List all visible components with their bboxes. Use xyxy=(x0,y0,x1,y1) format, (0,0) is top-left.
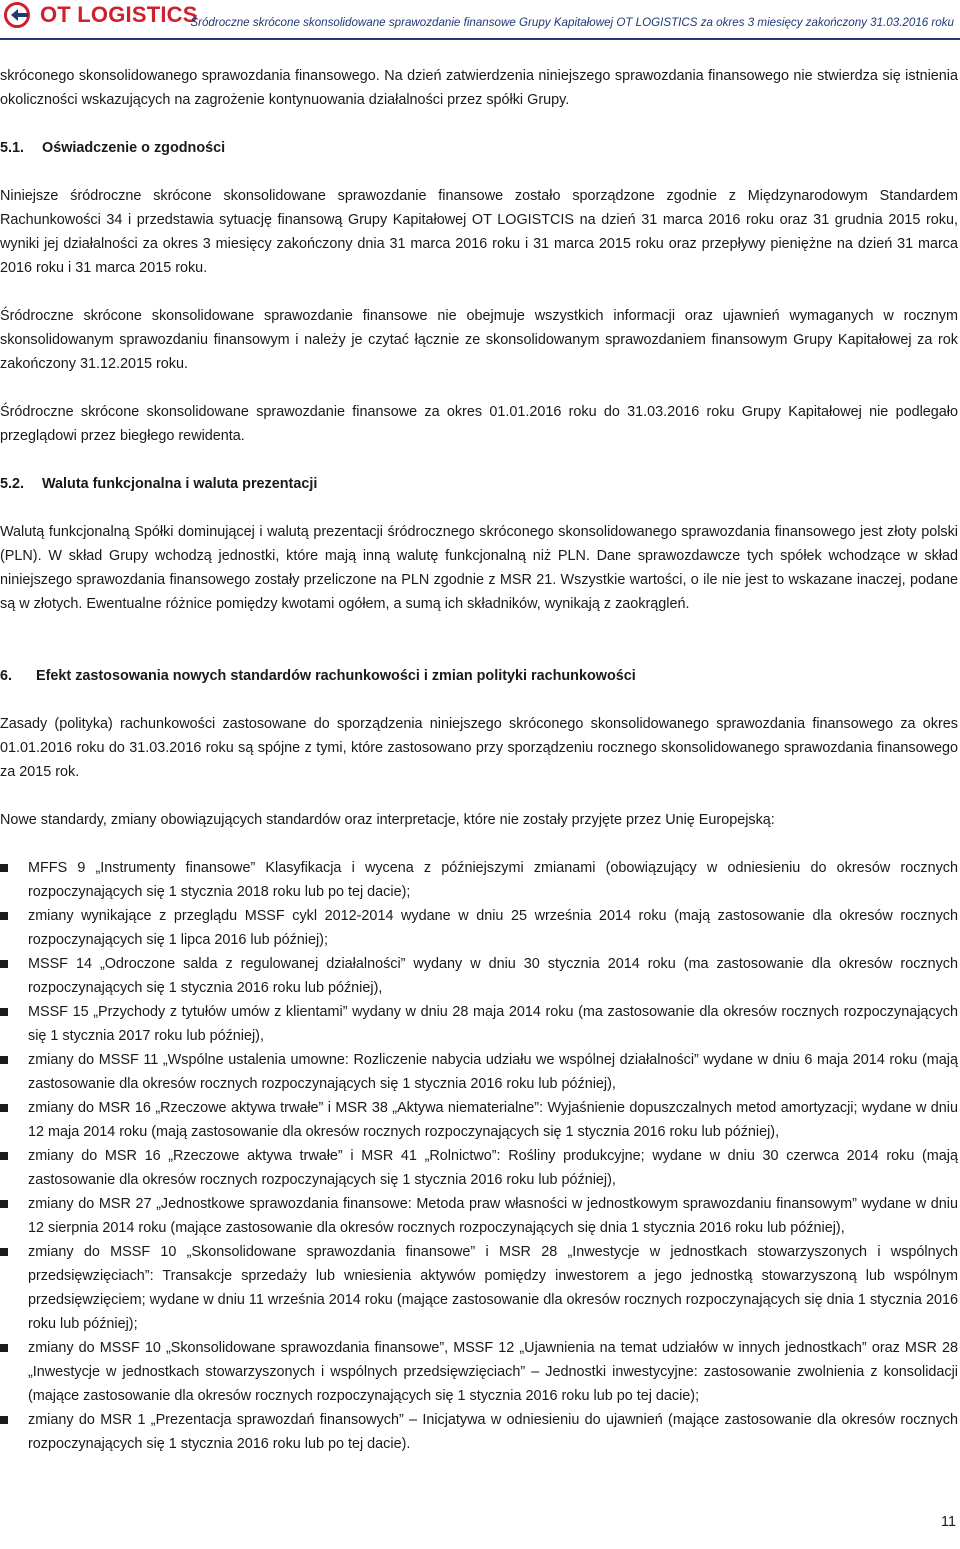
list-item-text: zmiany do MSSF 11 „Wspólne ustalenia umowne: Rozliczenie nabycia udziału we wspólnej działalności” wydane w dniu 6 maja 2014 roku (mają zastosowanie dla okresów rocznych rozpoczynających się 1 stycznia 2016 roku lub później), xyxy=(28,1052,958,1092)
bullet-square-icon xyxy=(0,1104,8,1112)
header-divider xyxy=(0,38,960,40)
bullet-square-icon xyxy=(0,1248,8,1256)
bullet-square-icon xyxy=(0,1344,8,1352)
list-item xyxy=(0,904,958,952)
company-logo xyxy=(4,2,198,28)
list-item-text: zmiany do MSR 27 „Jednostkowe sprawozdania finansowe: Metoda praw własności w jednostkowym sprawozdaniu finansowym” wydane w dniu 12 sierpnia 2014 roku (mające zastosowanie dla okresów rocznych rozpoczynających się dnia 1 stycznia 2016 roku lub później), xyxy=(28,1196,958,1236)
list-item xyxy=(0,952,958,1000)
bullet-square-icon xyxy=(0,1056,8,1064)
list-item-text: zmiany wynikające z przeglądu MSSF cykl 2012-2014 wydane w dniu 25 września 2014 roku (mają zastosowanie dla okresów rocznych rozpoczynających się 1 lipca 2016 lub później); xyxy=(28,908,958,948)
section-number: 5.2. xyxy=(0,476,25,492)
section-number: 5.1. xyxy=(0,140,25,156)
bullet-square-icon xyxy=(0,1200,8,1208)
list-item-text: zmiany do MSR 16 „Rzeczowe aktywa trwałe” i MSR 38 „Aktywa niematerialne”: Wyjaśnienie dopuszczalnych metod amortyzacji; wydane w dniu 12 maja 2014 roku (mają zastosowanie dla okresów rocznych rozpoczynających się 1 stycznia 2016 roku lub później), xyxy=(28,1100,958,1140)
bullet-square-icon xyxy=(0,864,8,872)
bullet-square-icon xyxy=(0,912,8,920)
section-heading-5-2 xyxy=(0,472,958,496)
list-item xyxy=(0,1048,958,1096)
document-title: Śródroczne skrócone skonsolidowane sprawozdanie finansowe Grupy Kapitałowej OT LOGISTICS za okres 3 miesięcy zakończony 31.03.2016 roku xyxy=(190,16,954,29)
intro-paragraph: skróconego skonsolidowanego sprawozdania finansowego. Na dzień zatwierdzenia niniejszego sprawozdania finansowego nie stwierdza się istnienia okoliczności wskazujących na zagrożenie kontynuowania działalności przez spółki Grupy. xyxy=(0,68,958,108)
list-item-text: zmiany do MSSF 10 „Skonsolidowane sprawozdania finansowe” i MSR 28 „Inwestycje w jednostkach stowarzyszonych i wspólnych przedsięwzięciach”: Transakcje sprzedaży lub wniesienia aktywów pomiędzy inwestorem a jego jednostką stowarzyszoną lub wspólnym przedsięwzięciem; wydane w dniu 11 września 2014 roku (mające zastosowanie dla okresów rocznych rozpoczynających się dnia 1 stycznia 2016 roku lub później); xyxy=(28,1244,958,1332)
list-item-text: MFFS 9 „Instrumenty finansowe” Klasyfikacja i wycena z późniejszymi zmianami (obowiązujący w odniesieniu do okresów rocznych rozpoczynających się 1 stycznia 2018 roku lub po tej dacie); xyxy=(28,860,958,900)
list-item xyxy=(0,1192,958,1240)
section-heading-5-1 xyxy=(0,136,958,160)
paragraph: Niniejsze śródroczne skrócone skonsolidowane sprawozdanie finansowe zostało sporządzone zgodnie z Międzynarodowym Standardem Rachunkowości 34 i przedstawia sytuację finansową Grupy Kapitałowej OT LOGISTCIS na dzień 31 marca 2016 roku oraz 31 grudnia 2015 roku, wyniki jej działalności za okres 3 miesięcy zakończony dnia 31 marca 2016 roku i 31 marca 2015 roku oraz przepływy pieniężne na dzień 31 marca 2016 roku i 31 marca 2015 roku. xyxy=(0,188,958,276)
paragraph: Śródroczne skrócone skonsolidowane sprawozdanie finansowe nie obejmuje wszystkich informacji oraz ujawnień wymaganych w rocznym skonsolidowanym sprawozdaniu finansowym i należy je czytać łącznie ze skonsolidowanym sprawozdaniem finansowym Grupy Kapitałowej za rok zakończony 31.12.2015 roku. xyxy=(0,308,958,372)
paragraph: Walutą funkcjonalną Spółki dominującej i walutą prezentacji śródrocznego skróconego skonsolidowanego sprawozdania finansowego jest złoty polski (PLN). W skład Grupy wchodzą jednostki, które mają inną walutę funkcjonalną niż PLN. Dane sprawozdawcze tych spółek wchodzące w skład niniejszego sprawozdania finansowego zostały przeliczone na PLN zgodnie z MSR 21. Wszystkie wartości, o ile nie jest to wskazane inaczej, podane są w złotych. Ewentualne różnice pomiędzy kwotami ogółem, a sumą ich składników, wynikają z zaokrągleń. xyxy=(0,524,958,612)
list-item-text: MSSF 14 „Odroczone salda z regulowanej działalności” wydany w dniu 30 stycznia 2014 roku (ma zastosowanie dla okresów rocznych rozpoczynających się 1 stycznia 2016 roku lub później), xyxy=(28,956,958,996)
paragraph: Zasady (polityka) rachunkowości zastosowane do sporządzenia niniejszego skróconego skonsolidowanego sprawozdania finansowego za okres 01.01.2016 roku do 31.03.2016 roku są spójne z tymi, które zastosowano przy sporządzeniu rocznego skonsolidowanego sprawozdania finansowego za 2015 rok. xyxy=(0,716,958,780)
section-title: Efekt zastosowania nowych standardów rachunkowości i zmian polityki rachunkowości xyxy=(36,668,636,684)
page-number: 11 xyxy=(941,1514,956,1530)
list-item xyxy=(0,1000,958,1048)
bullet-square-icon xyxy=(0,960,8,968)
bullet-square-icon xyxy=(0,1152,8,1160)
page-header xyxy=(0,0,960,50)
paragraph: Nowe standardy, zmiany obowiązujących standardów oraz interpretacje, które nie zostały przyjęte przez Unię Europejską: xyxy=(0,812,775,828)
list-item xyxy=(0,1144,958,1192)
logo-mark-icon xyxy=(4,2,34,28)
list-item xyxy=(0,856,958,904)
bullet-square-icon xyxy=(0,1416,8,1424)
list-item-text: zmiany do MSR 16 „Rzeczowe aktywa trwałe” i MSR 41 „Rolnictwo”: Rośliny produkcyjne; wydane w dniu 30 czerwca 2014 roku (mają zastosowanie dla okresów rocznych rozpoczynających się 1 stycznia 2016 roku lub później), xyxy=(28,1148,958,1188)
list-item-text: zmiany do MSSF 10 „Skonsolidowane sprawozdania finansowe”, MSSF 12 „Ujawnienia na temat udziałów w innych jednostkach” oraz MSR 28 „Inwestycje w jednostkach stowarzyszonych i wspólnych przedsięwzięciach” – Jednostki inwestycyjne: zastosowanie zwolnienia z konsolidacji (mające zastosowanie dla okresów rocznych rozpoczynających się 1 stycznia 2016 roku lub po tej dacie); xyxy=(28,1340,958,1404)
standards-list xyxy=(0,856,958,1456)
list-item xyxy=(0,1240,958,1336)
section-title: Oświadczenie o zgodności xyxy=(42,140,226,156)
section-heading-6 xyxy=(0,664,958,688)
paragraph: Śródroczne skrócone skonsolidowane sprawozdanie finansowe za okres 01.01.2016 roku do 31.03.2016 roku Grupy Kapitałowej nie podlegało przeglądowi przez biegłego rewidenta. xyxy=(0,404,958,444)
list-item xyxy=(0,1336,958,1408)
list-item xyxy=(0,1096,958,1144)
bullet-square-icon xyxy=(0,1008,8,1016)
page-content xyxy=(0,64,958,1456)
logo-text: OT LOGISTICS xyxy=(40,2,198,27)
list-item xyxy=(0,1408,958,1456)
section-title: Waluta funkcjonalna i waluta prezentacji xyxy=(42,476,318,492)
list-item-text: MSSF 15 „Przychody z tytułów umów z klientami” wydany w dniu 28 maja 2014 roku (ma zastosowanie dla okresów rocznych rozpoczynających się 1 stycznia 2017 roku lub później), xyxy=(28,1004,958,1044)
section-number: 6. xyxy=(0,668,13,684)
list-item-text: zmiany do MSR 1 „Prezentacja sprawozdań finansowych” – Inicjatywa w odniesieniu do ujawnień (mające zastosowanie dla okresów rocznych rozpoczynających się 1 stycznia 2016 roku lub po tej dacie). xyxy=(28,1412,958,1452)
